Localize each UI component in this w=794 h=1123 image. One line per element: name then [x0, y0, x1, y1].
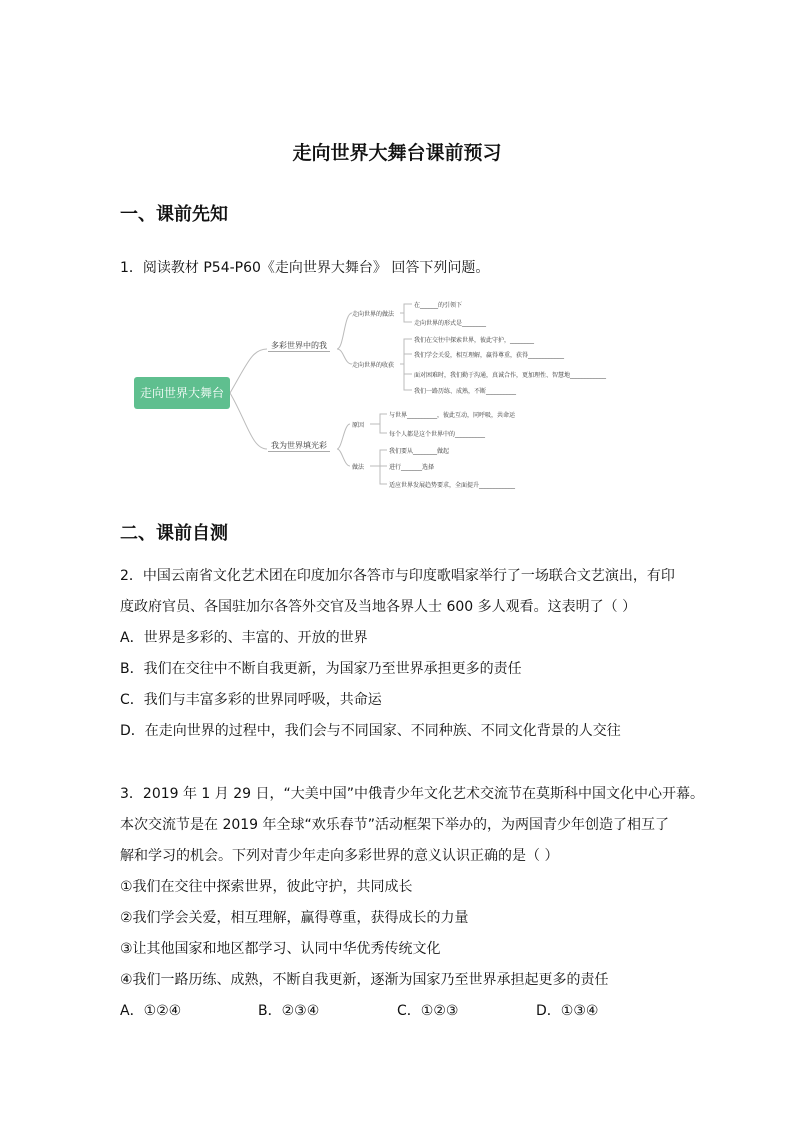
- question-3-option-c: C．①②③: [397, 1003, 459, 1019]
- question-3-options: [120, 1000, 680, 1020]
- branch2-sub1-item: 每个人都是这个世界中的__________: [389, 431, 486, 438]
- section-heading-preview: 一、课前先知: [120, 204, 228, 225]
- question-3-stem: 3．2019 年 1 月 29 日，“大美中国”中俄青少年文化艺术交流节在莫斯科中国文化中心开幕。: [120, 786, 705, 802]
- question-3-statement: ①我们在交往中探索世界，彼此守护，共同成长: [120, 879, 413, 895]
- question-3-statement: ④我们一路历练、成熟，不断自我更新，逐渐为国家乃至世界承担起更多的责任: [120, 972, 609, 988]
- branch1-sub2-item: 我们学会关爱，相互理解，赢得尊重，获得____________: [414, 352, 565, 359]
- question-2-option-c: C．我们与丰富多彩的世界同呼吸，共命运: [120, 692, 382, 708]
- question-3-statement: ③让其他国家和地区都学习、认同中华优秀传统文化: [120, 941, 441, 957]
- question-2-option-a: A．世界是多彩的、丰富的、开放的世界: [120, 630, 368, 646]
- branch2-sub1-item: 与世界__________，彼此互动，同呼吸，共命运: [389, 412, 516, 419]
- branch1-sub2-item: 我们在交往中探索世界，彼此守护，________: [414, 337, 535, 344]
- question-3-option-d: D．①③④: [536, 1003, 599, 1019]
- branch1-sub2: 走向世界的收获: [352, 362, 395, 369]
- question-3-stem: 本次交流节是在 2019 年全球“欢乐春节”活动框架下举办的，为两国青少年创造了相互了: [120, 817, 670, 833]
- question-1: 1．阅读教材 P54-P60《走向世界大舞台》 回答下列问题。: [120, 260, 490, 276]
- question-3-statement: ②我们学会关爱，相互理解，赢得尊重，获得成长的力量: [120, 910, 469, 926]
- mind-map: [132, 294, 607, 494]
- question-2-option-b: B．我们在交往中不断自我更新，为国家乃至世界承担更多的责任: [120, 661, 522, 677]
- question-3-option-b: B．②③④: [258, 1003, 320, 1019]
- question-2-option-d: D．在走向世界的过程中，我们会与不同国家、不同种族、不同文化背景的人交往: [120, 723, 621, 739]
- branch1-sub1-item: 走向世界的形式是________: [414, 320, 487, 327]
- question-2-stem: 2．中国云南省文化艺术团在印度加尔各答市与印度歌唱家举行了一场联合文艺演出，有印: [120, 568, 675, 584]
- mind-map-branch-1: 多彩世界中的我: [268, 340, 330, 352]
- section-heading-self-test: 二、课前自测: [120, 523, 228, 544]
- branch2-sub2-item: 适应世界发展趋势要求，全面提升____________: [389, 482, 516, 489]
- branch1-sub2-item: 我们一路历练、成熟，不断__________: [414, 388, 517, 395]
- page-title: 走向世界大舞台课前预习: [292, 142, 502, 164]
- branch2-sub2-item: 进行_______选择: [389, 464, 435, 471]
- branch2-sub2: 做法: [352, 464, 365, 471]
- question-3-option-a: A．①②④: [120, 1003, 182, 1019]
- branch2-sub1: 原因: [352, 422, 365, 429]
- mind-map-root: 走向世界大舞台: [134, 377, 230, 409]
- branch1-sub2-item: 面对困难时，我们勤于沟通，真诚合作，更加理性、智慧地____________: [414, 372, 607, 379]
- branch1-sub1-item: 在______的引领下: [414, 302, 463, 309]
- question-2-stem: 度政府官员、各国驻加尔各答外交官及当地各界人士 600 多人观看。这表明了（ ）: [120, 599, 637, 615]
- branch1-sub1: 走向世界的做法: [352, 311, 395, 318]
- question-3-stem: 解和学习的机会。下列对青少年走向多彩世界的意义认识正确的是（ ）: [120, 848, 559, 864]
- branch2-sub2-item: 我们要从________做起: [389, 448, 450, 455]
- mind-map-branch-2: 我为世界填光彩: [268, 440, 330, 452]
